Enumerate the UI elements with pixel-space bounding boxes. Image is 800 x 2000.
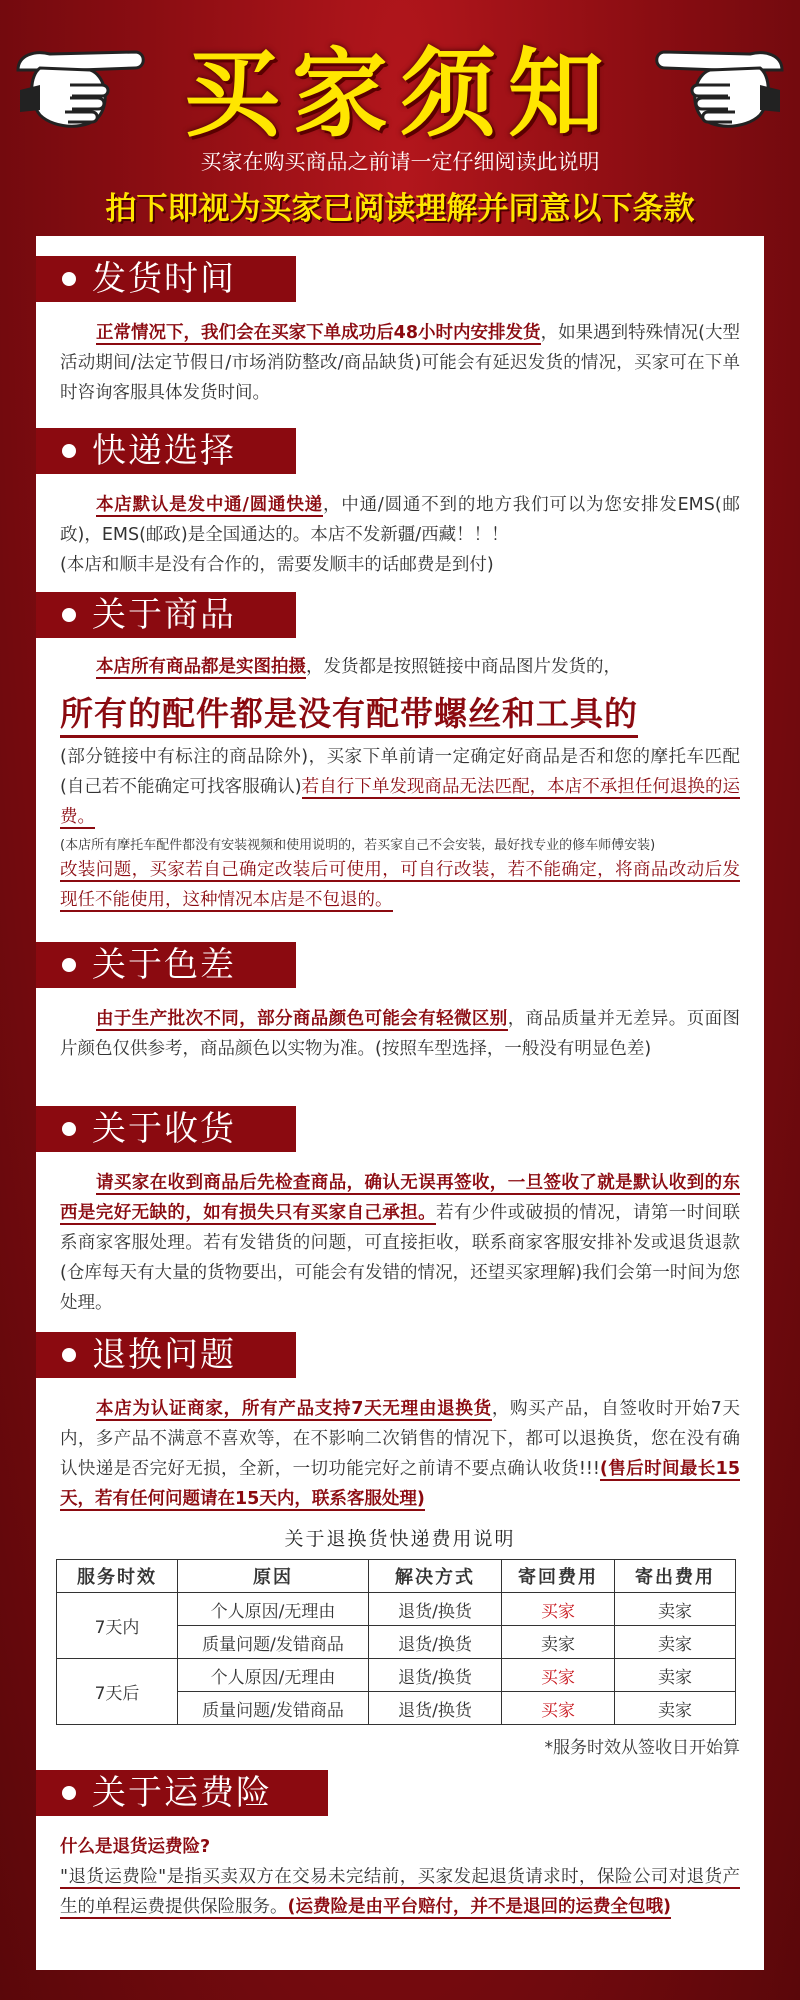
table-cell: 买家 [502,1593,615,1626]
section-title: 退换问题 [36,1332,296,1378]
header [0,0,800,235]
table-title: 关于退换货快递费用说明 [284,1528,516,1550]
table-cell: 退货/换货 [369,1593,502,1626]
section-title: 关于收货 [36,1106,296,1152]
goods-text-2: (部分链接中有标注的商品除外)，买家下单前请一定确定好商品是否和您的摩托车匹配(自己若不能确定可找客服确认)若自行下单发现商品无法匹配，本店不承担任何退换的运费。 [60,747,741,827]
bullet-icon [62,958,76,972]
section-title: 关于运费险 [36,1770,328,1816]
section-color [36,942,764,1064]
section-returns [36,1332,764,1758]
table-cell: 退货/换货 [369,1692,502,1725]
table-cell: 买家 [502,1659,615,1692]
table-header-row [57,1560,736,1593]
receipt-text: 请买家在收到商品后先检查商品，确认无误再签收，一旦签收了就是默认收到的东西是完好无缺的，如有损失只有买家自己承担。若有少件或破损的情况，请第一时间联系商家客服处理。若有发错货的问题，可直接拒收，联系商家客服安排补发或退货退款(仓库每天有大量的货物要出，可能会有发错的情况，还望买家理解)我们会第一时间为您处理。 [60,1173,741,1313]
agreement-banner: 拍下即视为买家已阅读理解并同意以下条款 [105,191,695,227]
goods-small-note: (本店所有摩托车配件都没有安装视频和使用说明的，若买家自己不会安装，最好找专业的修车师傅安装) [60,838,656,853]
insurance-question: 什么是退货运费险? [60,1837,211,1857]
table-cell: 买家 [502,1692,615,1725]
content-panel [36,236,764,1970]
bullet-icon [62,1122,76,1136]
section-shipping [36,256,764,408]
shipping-text: 正常情况下，我们会在买家下单成功后48小时内安排发货，如果遇到特殊情况(大型活动期间/法定节假日/市场消防整改/商品缺货)可能会有延迟发货的情况，买家可在下单时咨询客服具体发货时间。 [60,323,741,403]
bullet-icon [62,1348,76,1362]
section-receipt [36,1106,764,1318]
table-header: 原因 [178,1560,369,1593]
color-text: 由于生产批次不同，部分商品颜色可能会有轻微区别，商品质量并无差异。页面图片颜色仅供参考，商品颜色以实物为准。(按照车型选择，一般没有明显色差) [60,1009,741,1059]
bullet-icon [62,444,76,458]
section-title: 发货时间 [36,256,296,302]
table-header: 服务时效 [57,1560,178,1593]
section-title: 关于色差 [36,942,296,988]
table-note: *服务时效从签收日开始算 [544,1738,740,1758]
section-goods [36,592,764,915]
table-cell: 个人原因/无理由 [178,1659,369,1692]
bullet-icon [62,1786,76,1800]
section-courier [36,428,764,580]
returns-text: 本店为认证商家，所有产品支持7天无理由退换货，购买产品，自签收时开始7天内，多产品不满意不喜欢等，在不影响二次销售的情况下，都可以退换货，您在没有确认快递是否完好无损，全新，一切功能完好之前请不要点确认收货!!!(售后时间最长15天，若有任何问题请在15天内，联系客服处理) [60,1399,740,1509]
courier-text: 本店默认是发中通/圆通快递，中通/圆通不到的地方我们可以为您安排发EMS(邮政)，EMS(邮政)是全国通达的。本店不发新疆/西藏！！！ [60,495,740,545]
bullet-icon [62,608,76,622]
section-insurance [36,1770,764,1922]
table-cell: 7天内 [57,1593,178,1659]
courier-note: (本店和顺丰是没有合作的，需要发顺丰的话邮费是到付) [60,555,494,575]
goods-highlight: 所有的配件都是没有配带螺丝和工具的 [60,688,638,738]
table-cell: 卖家 [615,1626,736,1659]
insurance-text: "退货运费险"是指买卖双方在交易未完结前，买家发起退货请求时，保险公司对退货产生的单程运费提供保险服务。(运费险是由平台赔付，并不是退回的运费全包哦) [60,1867,740,1917]
table-cell: 卖家 [615,1692,736,1725]
section-title: 快递选择 [36,428,296,474]
table-header: 寄回费用 [502,1560,615,1593]
table-cell: 卖家 [615,1593,736,1626]
goods-text-3: 改装问题，买家若自己确定改装后可使用，可自行改装，若不能确定，将商品改动后发现任不能使用，这种情况本店是不包退的。 [60,860,740,910]
table-cell: 卖家 [502,1626,615,1659]
page-title: 买家须知 [184,38,616,150]
page-subtitle: 买家在购买商品之前请一定仔细阅读此说明 [200,150,600,174]
table-cell: 退货/换货 [369,1626,502,1659]
table-cell: 个人原因/无理由 [178,1593,369,1626]
table-cell: 质量问题/发错商品 [178,1626,369,1659]
table-cell: 卖家 [615,1659,736,1692]
table-row [57,1659,736,1692]
table-cell: 质量问题/发错商品 [178,1692,369,1725]
table-row [57,1593,736,1626]
section-title: 关于商品 [36,592,296,638]
goods-text: 本店所有商品都是实图拍摄，发货都是按照链接中商品图片发货的， [96,657,621,677]
table-cell: 7天后 [57,1659,178,1725]
table-header: 解决方式 [369,1560,502,1593]
returns-fee-table [56,1559,736,1725]
table-cell: 退货/换货 [369,1659,502,1692]
bullet-icon [62,272,76,286]
table-header: 寄出费用 [615,1560,736,1593]
